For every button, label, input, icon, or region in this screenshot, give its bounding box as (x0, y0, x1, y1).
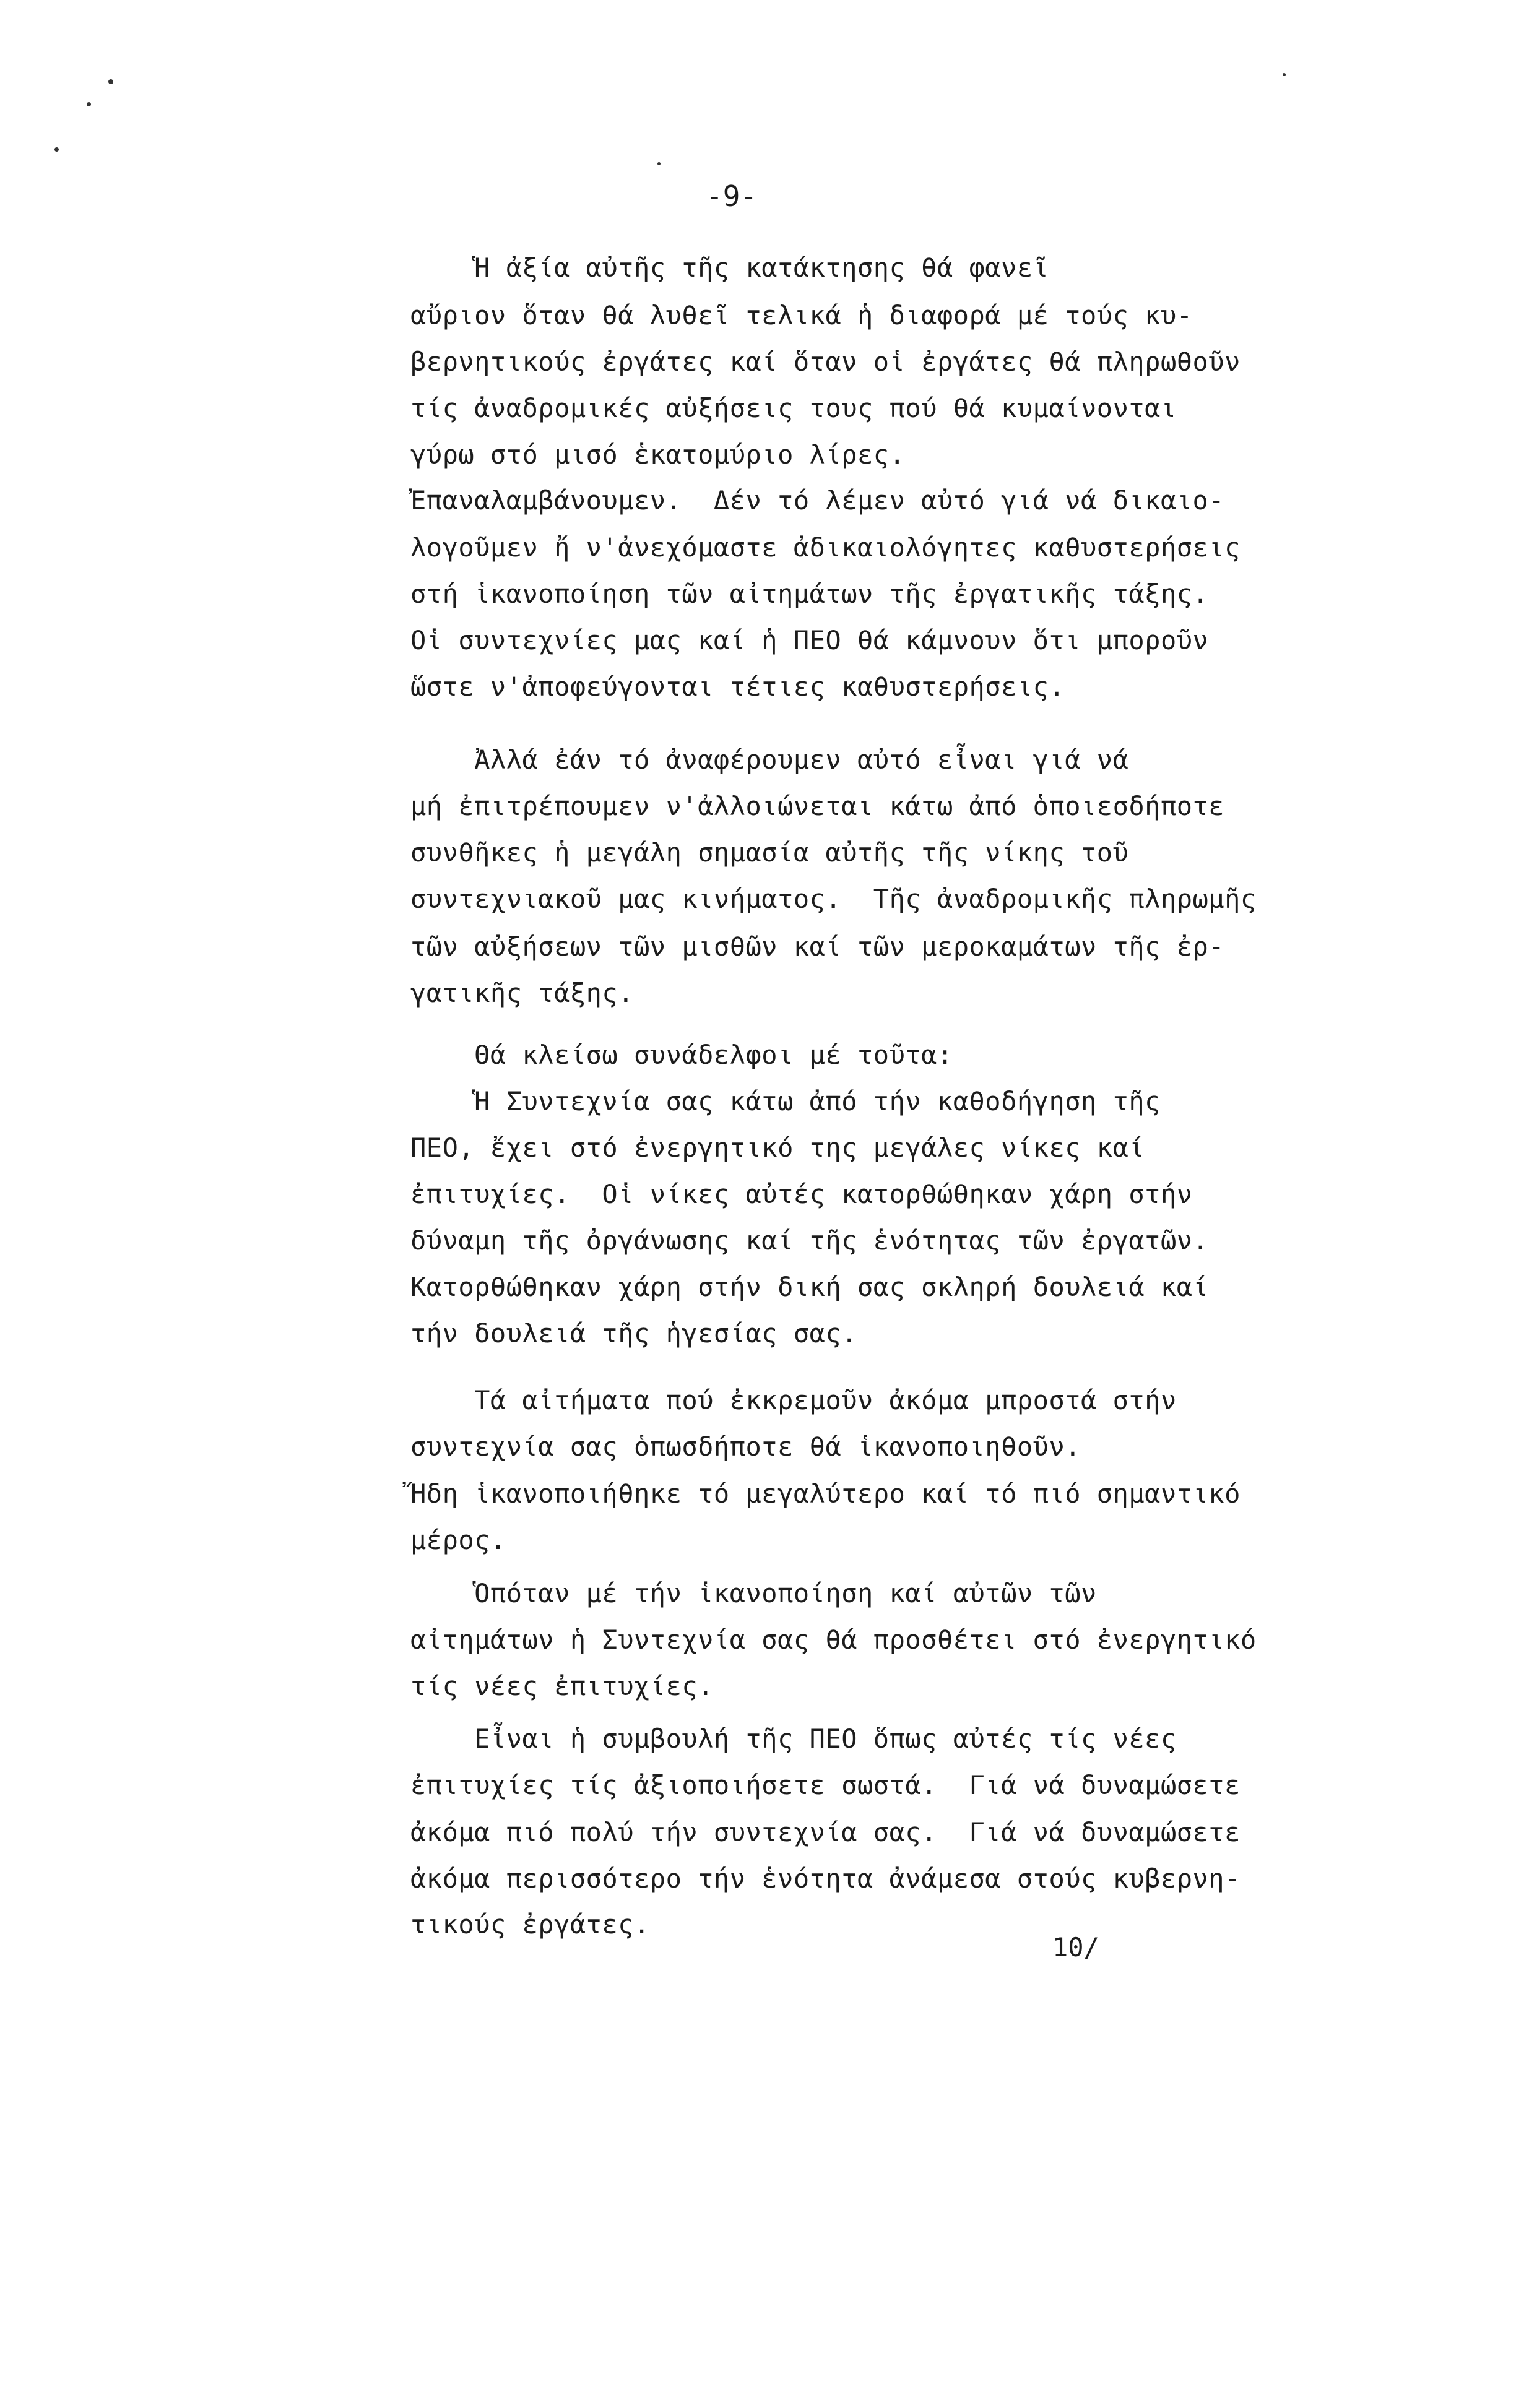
text-line: στή ἱκανοποίηση τῶν αἰτημάτων τῆς ἐργατικῆς τάξης. (410, 579, 1209, 609)
text-line: Ἐπαναλαμβάνουμεν. Δέν τό λέμεν αὐτό γιά νά δικαιο- (410, 485, 1225, 516)
text-line: ὥστε ν'ἀποφεύγονται τέτιες καθυστερήσεις. (410, 671, 1065, 702)
text-line: Ἀλλά ἐάν τό ἀναφέρουμεν αὐτό εἶναι γιά νά (410, 744, 1129, 775)
text-line: μή ἐπιτρέπουμεν ν'ἀλλοιώνεται κάτω ἀπό ὁποιεσδήποτε (410, 791, 1225, 821)
text-line: γατικῆς τάξης. (410, 978, 635, 1008)
text-line: βερνητικούς ἐργάτες καί ὅταν οἱ ἐργάτες θά πληρωθοῦν (410, 347, 1241, 377)
text-line: Θά κλείσω συνάδελφοι μέ τοῦτα: (410, 1040, 953, 1070)
text-line: Τά αἰτήματα πού ἐκκρεμοῦν ἀκόμα μπροστά στήν (410, 1385, 1177, 1415)
text-line: Ἤδη ἱκανοποιήθηκε τό μεγαλύτερο καί τό πιό σημαντικό (410, 1478, 1241, 1509)
text-line: ΠΕΟ, ἔχει στό ἐνεργητικό της μεγάλες νίκες καί (410, 1133, 1145, 1163)
text-line: μέρος. (410, 1525, 506, 1555)
text-line: συντεχνία σας ὁπωσδήποτε θά ἱκανοποιηθοῦν. (410, 1431, 1081, 1462)
text-line: αἰτημάτων ἡ Συντεχνία σας θά προσθέτει στό ἐνεργητικό (410, 1625, 1257, 1655)
text-line: Οἱ συντεχνίες μας καί ἡ ΠΕΟ θά κάμνουν ὅτι μποροῦν (410, 625, 1209, 655)
text-line: αὔριον ὅταν θά λυθεῖ τελικά ἡ διαφορά μέ τούς κυ- (410, 300, 1193, 330)
text-line: ἀκόμα πιό πολύ τήν συντεχνία σας. Γιά νά δυναμώσετε (410, 1817, 1241, 1847)
scan-speck (108, 79, 113, 84)
text-line: ἐπιτυχίες τίς ἀξιοποιήσετε σωστά. Γιά νά δυναμώσετε (410, 1770, 1241, 1800)
scan-speck (54, 147, 59, 152)
text-line: λογοῦμεν ἤ ν'ἀνεχόμαστε ἀδικαιολόγητες καθυστερήσεις (410, 532, 1241, 563)
text-line: τήν δουλειά τῆς ἡγεσίας σας. (410, 1318, 858, 1349)
text-line: τῶν αὐξήσεων τῶν μισθῶν καί τῶν μεροκαμάτων τῆς ἐρ- (410, 931, 1225, 962)
text-line: Ἡ ἀξία αὐτῆς τῆς κατάκτησης θά φανεῖ (410, 252, 1049, 283)
text-line: συνθῆκες ἡ μεγάλη σημασία αὐτῆς τῆς νίκης τοῦ (410, 837, 1129, 868)
text-line: ἀκόμα περισσότερο τήν ἑνότητα ἀνάμεσα στούς κυβερνη- (410, 1863, 1241, 1894)
text-line: Εἶναι ἡ συμβουλή τῆς ΠΕΟ ὅπως αὐτές τίς νέες (410, 1724, 1177, 1754)
text-line: ἐπιτυχίες. Οἱ νίκες αὐτές κατορθώθηκαν χάρη στήν (410, 1179, 1193, 1209)
text-line: τίς ἀναδρομικές αὐξήσεις τους πού θά κυμαίνονται (410, 393, 1177, 423)
scan-speck (87, 102, 91, 106)
text-line: Ἡ Συντεχνία σας κάτω ἀπό τήν καθοδήγηση τῆς (410, 1086, 1161, 1116)
text-line: γύρω στό μισό ἑκατομύριο λίρες. (410, 439, 906, 470)
continuation-reference: 10/ (1052, 1932, 1099, 1962)
scan-speck (1283, 73, 1286, 76)
text-line: τίς νέες ἐπιτυχίες. (410, 1671, 714, 1701)
text-line: δύναμη τῆς ὀργάνωσης καί τῆς ἑνότητας τῶν ἐργατῶν. (410, 1225, 1209, 1256)
text-line: Ὁπόταν μέ τήν ἱκανοποίηση καί αὐτῶν τῶν (410, 1578, 1097, 1608)
page-number: -9- (706, 179, 758, 213)
scan-speck (657, 162, 661, 165)
text-line: τικούς ἐργάτες. (410, 1909, 650, 1940)
text-line: συντεχνιακοῦ μας κινήματος. Τῆς ἀναδρομικῆς πληρωμῆς (410, 884, 1257, 914)
text-line: Κατορθώθηκαν χάρη στήν δική σας σκληρή δουλειά καί (410, 1272, 1209, 1302)
